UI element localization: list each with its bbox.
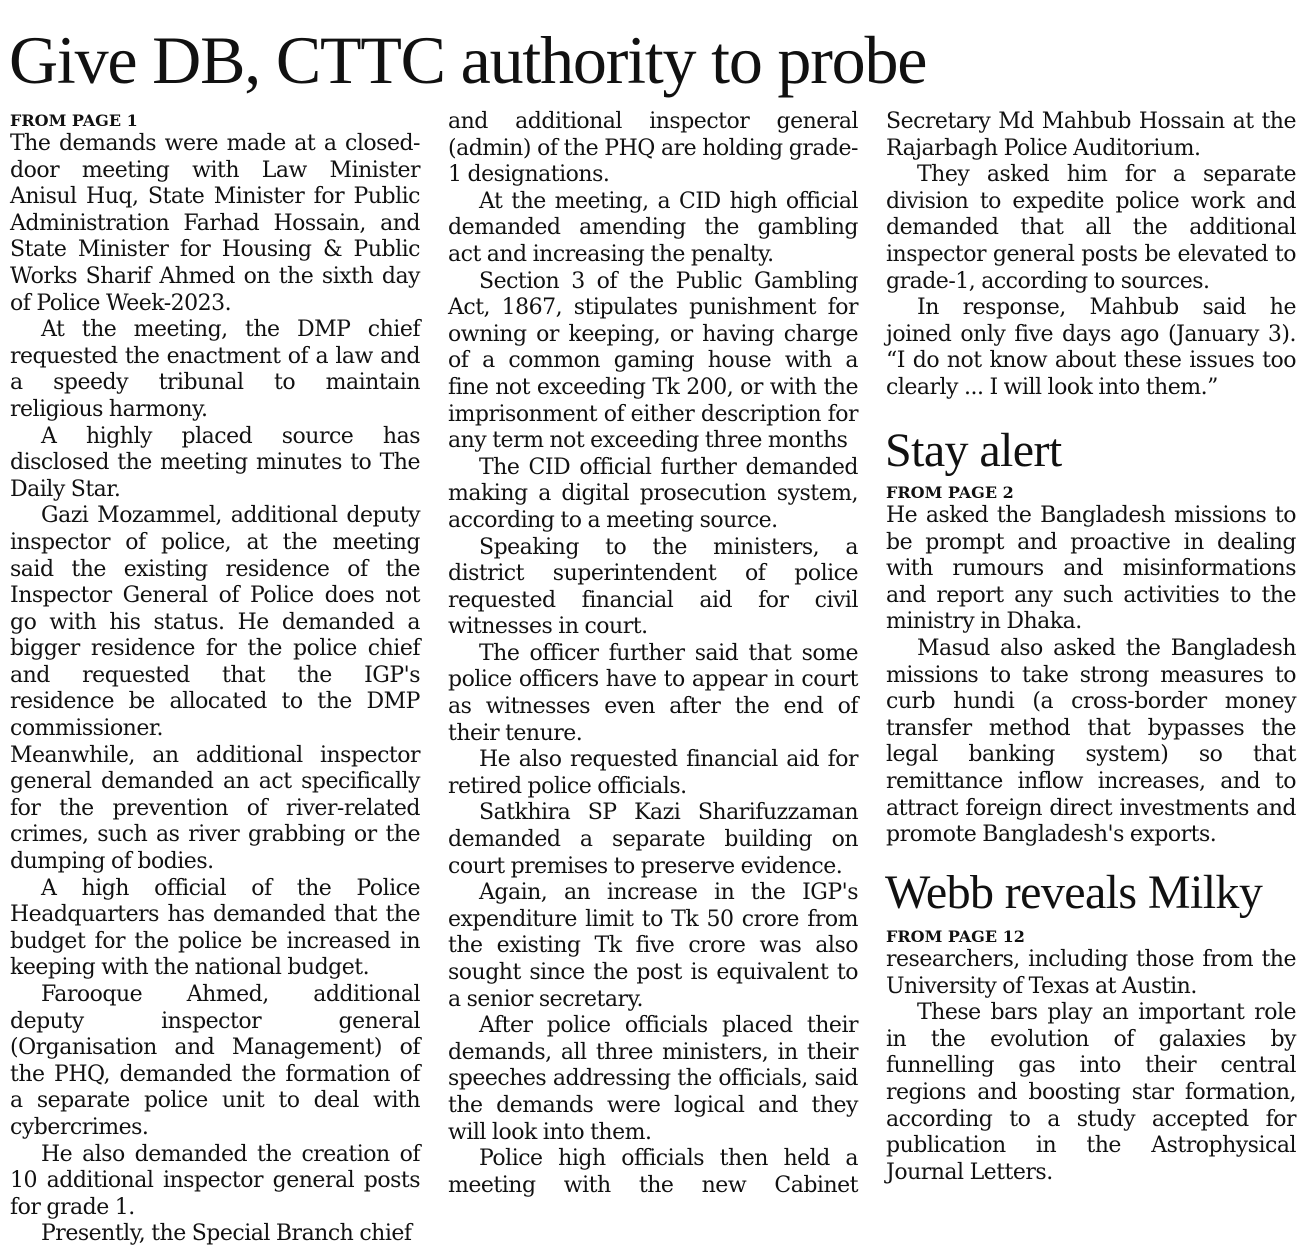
paragraph: He also requested financial aid for retired police officials. (448, 747, 858, 799)
paragraph: A highly placed source has disclosed the meeting minutes to The Daily Star. (10, 423, 420, 502)
continuation-kicker: FROM PAGE 2 (886, 483, 1014, 502)
paragraph: The officer further said that some police officers have to appear in court as witnesses even after the end of their tenure. (448, 640, 858, 746)
article-column-3 (886, 109, 1296, 402)
paragraph: In response, Mahbub said he joined only five days ago (January 3). “I do not know about these issues too clearly ... I will look into them.” (886, 295, 1296, 400)
paragraph: He also demanded the creation of 10 additional inspector general posts for grade 1. (10, 1141, 420, 1220)
article-column-2 (448, 109, 858, 1199)
paragraph: researchers, including those from the University of Texas at Austin. (886, 947, 1296, 999)
paragraph: After police officials placed their demands, all three ministers, in their speeches addressing the officials, said the demands were logical and they will look into them. (448, 1013, 858, 1145)
stay-alert-headline: Stay alert (885, 424, 1062, 477)
paragraph: These bars play an important role in the evolution of galaxies by funnelling gas into their central regions and boosting star formation, according to a study accepted for publication in the Astrophysical Journal Letters. (886, 1000, 1296, 1185)
paragraph: Secretary Md Mahbub Hossain at the Rajarbagh Police Auditorium. (886, 109, 1296, 161)
paragraph: He asked the Bangladesh missions to be prompt and proactive in dealing with rumours and misinformations and report any such activities to the ministry in Dhaka. (886, 503, 1296, 635)
paragraph: and additional inspector general (admin) of the PHQ are holding grade-1 designations. (448, 109, 858, 188)
paragraph: The CID official further demanded making a digital prosecution system, according to a meeting source. (448, 454, 858, 533)
paragraph: Gazi Mozammel, additional deputy inspector of police, at the meeting said the existing residence of the Inspector General of Police does not go with his status. He demanded a bigger residence for the police chief and requested that the IGP's residence be allocated to the DMP commissioner. (10, 503, 420, 742)
article-column-1 (10, 109, 420, 1248)
paragraph: Masud also asked the Bangladesh missions to take strong measures to curb hundi (a cross-border money transfer method that bypasses the legal banking system) so that remittance inflow increases, and to attract foreign direct investments and promote Bangladesh's exports. (886, 635, 1296, 848)
paragraph: The demands were made at a closed-door meeting with Law Minister Anisul Huq, State Minister for Public Administration Farhad Hossain, and State Minister for Housing & Public Works Sharif Ahmed on the sixth day of Police Week-2023. (10, 131, 420, 316)
continuation-kicker: FROM PAGE 1 (10, 111, 138, 130)
paragraph: At the meeting, a CID high official demanded amending the gambling act and increasing the penalty. (448, 188, 858, 267)
paragraph: At the meeting, the DMP chief requested the enactment of a law and a speedy tribunal to maintain religious harmony. (10, 317, 420, 422)
paragraph: Section 3 of the Public Gambling Act, 1867, stipulates punishment for owning or keeping, or having charge of a common gaming house with a fine not exceeding Tk 200, or with the imprisonment of either description for any term not exceeding three months (448, 268, 858, 454)
paragraph: Meanwhile, an additional inspector general demanded an act specifically for the prevention of river-related crimes, such as river grabbing or the dumping of bodies. (10, 742, 420, 875)
paragraph: Again, an increase in the IGP's expenditure limit to Tk 50 crore from the existing Tk five crore was also sought since the post is equivalent to a senior secretary. (448, 880, 858, 1012)
webb-article (886, 925, 1296, 1186)
paragraph: Presently, the Special Branch chief (41, 1221, 412, 1247)
main-headline: Give DB, CTTC authority to probe (9, 22, 927, 98)
stay-alert-article (886, 481, 1296, 849)
paragraph: Satkhira SP Kazi Sharifuzzaman demanded a separate building on court premises to preserve evidence. (448, 800, 858, 879)
paragraph: Police high officials then held a meeting with the new Cabinet (448, 1146, 858, 1198)
paragraph: Speaking to the ministers, a district superintendent of police requested financial aid for civil witnesses in court. (448, 534, 858, 640)
paragraph: A high official of the Police Headquarters has demanded that the budget for the police be increased in keeping with the national budget. (10, 875, 420, 981)
paragraph: Farooque Ahmed, additional deputy inspector general (Organisation and Management) of the PHQ, demanded the formation of a separate police unit to deal with cybercrimes. (10, 982, 420, 1140)
webb-headline: Webb reveals Milky (885, 866, 1263, 919)
continuation-kicker: FROM PAGE 12 (886, 927, 1025, 946)
paragraph: They asked him for a separate division to expedite police work and demanded that all the additional inspector general posts be elevated to grade-1, according to sources. (886, 162, 1296, 294)
